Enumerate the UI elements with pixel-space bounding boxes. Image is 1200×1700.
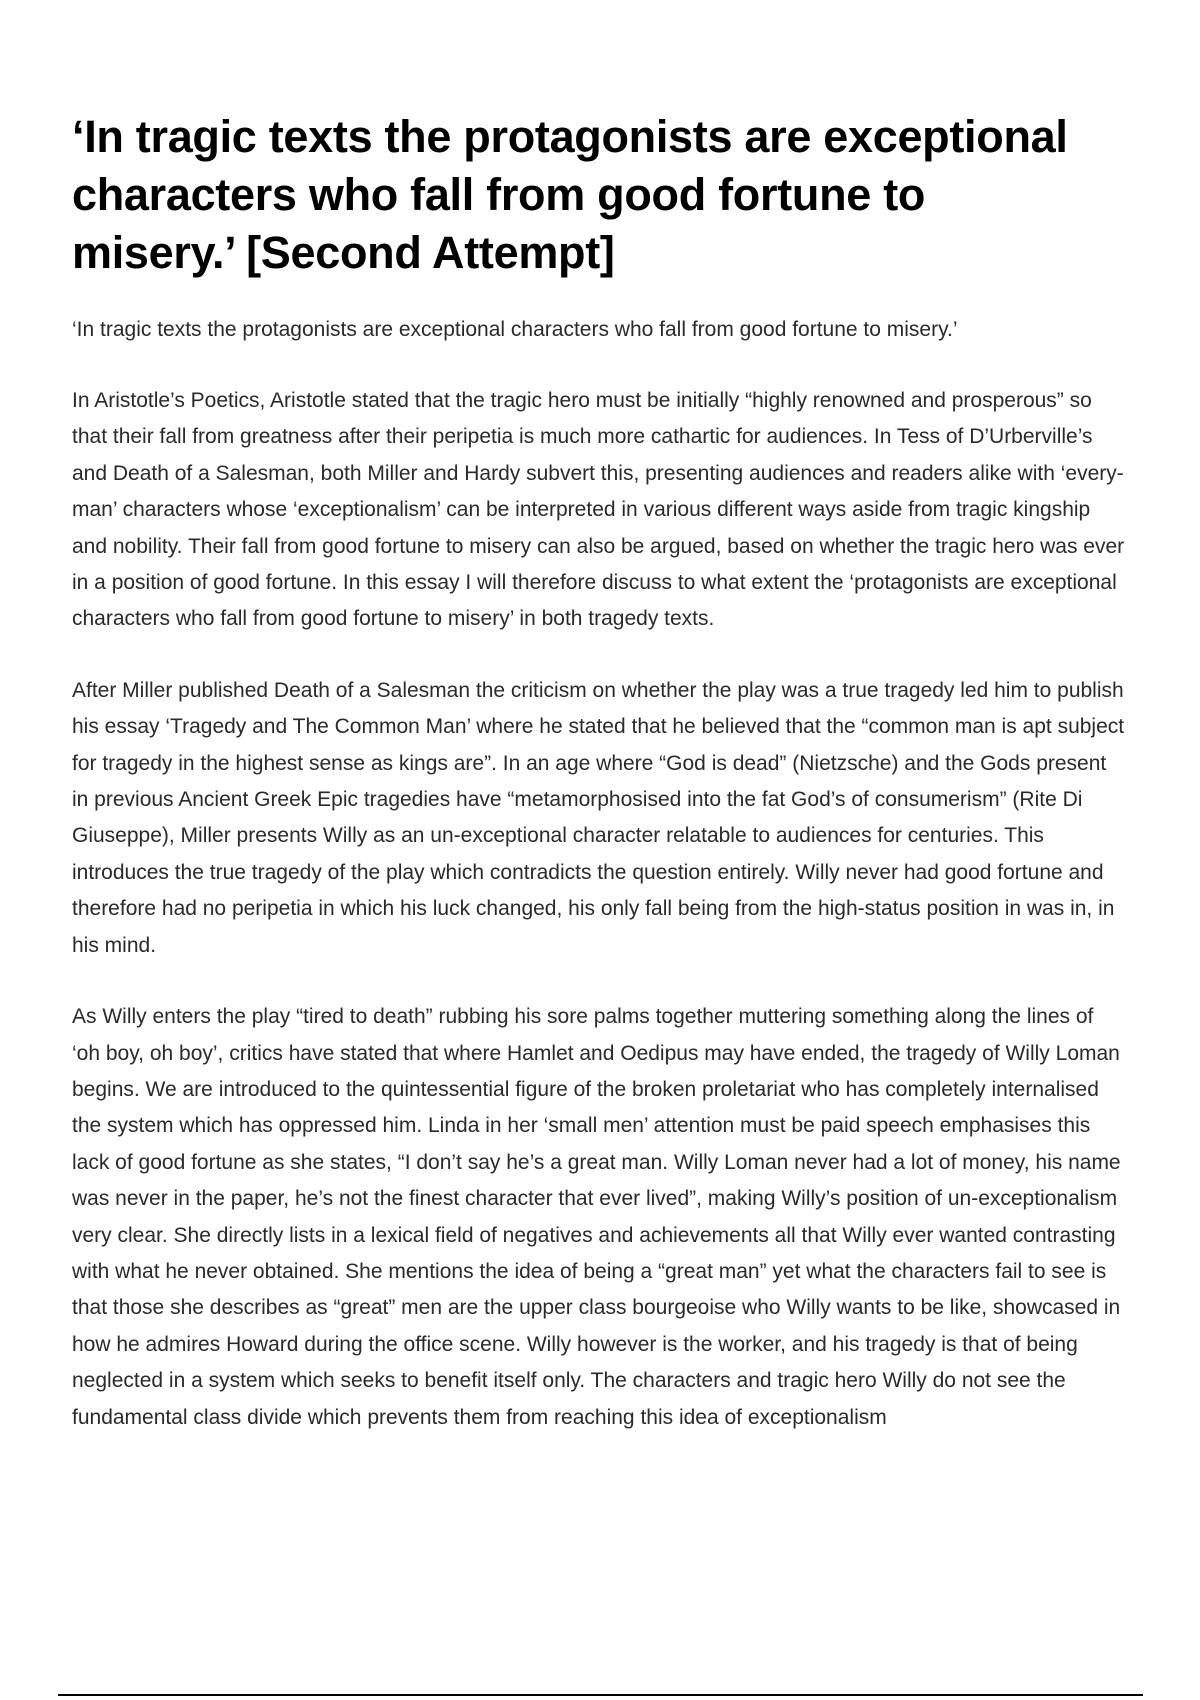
page-bottom-divider xyxy=(58,1694,1143,1696)
paragraph-miller-common-man: After Miller published Death of a Salesman the criticism on whether the play was a true tragedy led him to publish his essay ‘Tragedy and The Common Man’ where he stated that he believed that the “common man is apt subject for tragedy in the highest sense as kings are”. In an age where “God is dead” (Nietzsche) and the Gods present in previous Ancient Greek Epic tragedies have “metamorphosised into the fat God’s of consumerism” (Rite Di Giuseppe), Miller presents Willy as an un-exceptional character relatable to audiences for centuries. This introduces the true tragedy of the play which contradicts the question entirely. Willy never had good fortune and therefore had no peripetia in which his luck changed, his only fall being from the high-status position in was in, in his mind. xyxy=(72,678,1125,957)
essay-question: ‘In tragic texts the protagonists are exceptional characters who fall from good fortune to misery.’ xyxy=(72,318,958,341)
document-page xyxy=(72,108,1132,1436)
paragraph-willy-entrance: As Willy enters the play “tired to death” rubbing his sore palms together muttering something along the lines of ‘oh boy, oh boy’, critics have stated that where Hamlet and Oedipus may have ended, the tragedy of Willy Loman begins. We are introduced to the quintessential figure of the broken proletariat who has completely internalised the system which has oppressed him. Linda in her ‘small men’ attention must be paid speech emphasises this lack of good fortune as she states, “I don’t say he’s a great man. Willy Loman never had a lot of money, his name was never in the paper, he’s not the finest character that ever lived”, making Willy’s position of un-exceptionalism very clear. She directly lists in a lexical field of negatives and achievements all that Willy ever wanted contrasting with what he never obtained. She mentions the idea of being a “great man” yet what the characters fail to see is that those she describes as “great” men are the upper class bourgeoise who Willy wants to be like, showcased in how he admires Howard during the office scene. Willy however is the worker, and his tragedy is that of being neglected in a system which seeks to benefit itself only. The characters and tragic hero Willy do not see the fundamental class divide which prevents them from reaching this idea of exceptionalism xyxy=(72,1005,1121,1429)
paragraph-introduction: In Aristotle’s Poetics, Aristotle stated that the tragic hero must be initially “highly renowned and prosperous” so that their fall from greatness after their peripetia is much more cathartic for audiences. In Tess of D’Urberville’s and Death of a Salesman, both Miller and Hardy subvert this, presenting audiences and readers alike with ‘every-man’ characters whose ‘exceptionalism’ can be interpreted in various different ways aside from tragic kingship and nobility. Their fall from good fortune to misery can also be argued, based on whether the tragic hero was ever in a position of good fortune. In this essay I will therefore discuss to what extent the ‘protagonists are exceptional characters who fall from good fortune to misery’ in both tragedy texts. xyxy=(72,389,1125,631)
page-title: ‘In tragic texts the protagonists are exceptional characters who fall from good fortune to misery.’ [Second Attempt] xyxy=(72,111,1068,278)
